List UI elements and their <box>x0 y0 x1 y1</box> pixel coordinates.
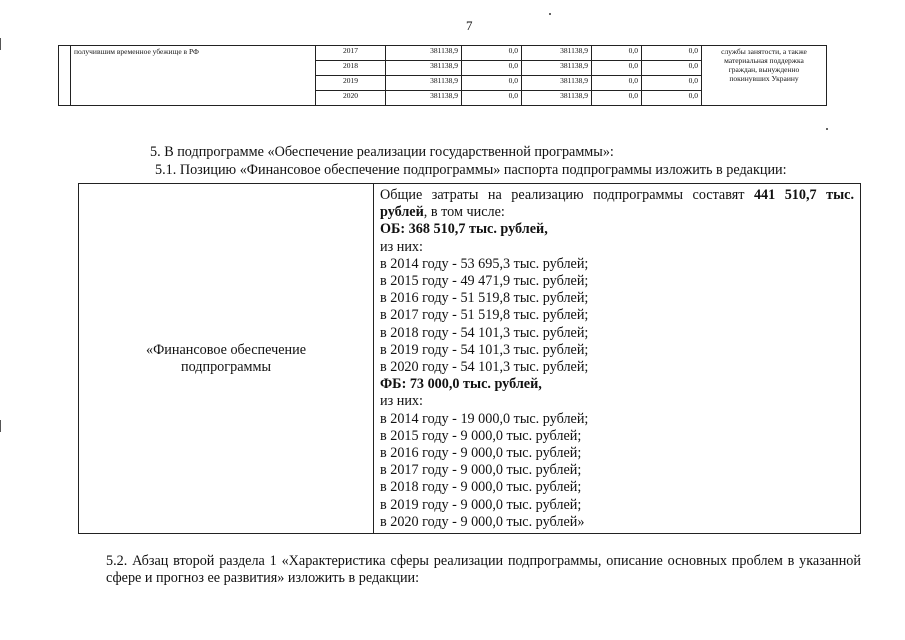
table-cell-col2: 381138,9 <box>522 46 592 61</box>
blank-cell <box>59 46 71 106</box>
table-cell-col1: 0,0 <box>462 46 522 61</box>
note-line: материальная поддержка <box>724 56 804 65</box>
year-line: в 2018 году - 54 101,3 тыс. рублей; <box>380 324 589 341</box>
table-cell-total: 381138,9 <box>386 61 462 76</box>
measure-description: получившим временное убежище в РФ <box>71 46 316 106</box>
ob-subheader: из них: <box>380 238 423 255</box>
financing-label-cell <box>79 184 374 534</box>
table-cell-col2: 381138,9 <box>522 76 592 91</box>
total-amount: 441 510,7 тыс. рублей <box>380 187 854 221</box>
financing-label-line: «Финансовое обеспечение <box>145 341 306 358</box>
year-line: в 2016 году - 9 000,0 тыс. рублей; <box>380 445 582 462</box>
year-line: в 2018 году - 9 000,0 тыс. рублей; <box>380 479 582 496</box>
financing-label-line: подпрограммы <box>181 358 271 375</box>
page-number: 7 <box>466 18 473 33</box>
financing-table <box>78 183 861 534</box>
table-cell-col4: 0,0 <box>642 76 702 91</box>
table-cell-col3: 0,0 <box>592 46 642 61</box>
year-line: в 2020 году - 9 000,0 тыс. рублей» <box>380 513 585 530</box>
table-cell-total: 381138,9 <box>386 91 462 106</box>
table-cell-col4: 0,0 <box>642 61 702 76</box>
ob-header: ОБ: 368 510,7 тыс. рублей, <box>380 221 548 238</box>
table-cell-col3: 0,0 <box>592 76 642 91</box>
table-cell-col4: 0,0 <box>642 46 702 61</box>
year-line: в 2019 году - 54 101,3 тыс. рублей; <box>380 341 589 358</box>
total-tail: , в том числе: <box>423 204 505 221</box>
year-line: в 2019 году - 9 000,0 тыс. рублей; <box>380 496 582 513</box>
note-line: покинувших Украину <box>729 74 799 83</box>
year-line: в 2014 году - 19 000,0 тыс. рублей; <box>380 410 589 427</box>
ob-year-list <box>380 256 854 376</box>
note-line: граждан, вынужденно <box>728 65 800 74</box>
table-cell-total: 381138,9 <box>386 76 462 91</box>
total-costs-text <box>380 187 854 221</box>
table-cell-col1: 0,0 <box>462 76 522 91</box>
total-intro: Общие затраты на реализацию подпрограммы составят <box>380 187 754 203</box>
table-cell-col1: 0,0 <box>462 91 522 106</box>
financing-content-cell <box>374 184 861 534</box>
year-line: в 2014 году - 53 695,3 тыс. рублей; <box>380 255 589 272</box>
table-cell-total: 381138,9 <box>386 46 462 61</box>
year-line: в 2020 году - 54 101,3 тыс. рублей; <box>380 359 589 376</box>
year-line: в 2016 году - 51 519,8 тыс. рублей; <box>380 290 589 307</box>
table-cell-year: 2019 <box>316 76 386 91</box>
table-row <box>59 46 827 61</box>
table-cell-col2: 381138,9 <box>522 61 592 76</box>
year-line: в 2017 году - 9 000,0 тыс. рублей; <box>380 462 582 479</box>
table-cell-col3: 0,0 <box>592 91 642 106</box>
year-line: в 2015 году - 9 000,0 тыс. рублей; <box>380 427 582 444</box>
table-cell-col3: 0,0 <box>592 61 642 76</box>
fb-header: ФБ: 73 000,0 тыс. рублей, <box>380 376 542 393</box>
continuation-table <box>58 45 827 106</box>
year-line: в 2015 году - 49 471,9 тыс. рублей; <box>380 273 589 290</box>
scan-speck <box>549 13 551 15</box>
scan-speck <box>826 128 828 130</box>
scan-margin-mark <box>0 420 1 432</box>
fb-subheader: из них: <box>380 393 423 410</box>
section-5-2-text: 5.2. Абзац второй раздела 1 «Характеристика сферы реализации подпрограммы, описание основных проблем в указанной сфере и прогноз ее развития» изложить в редакции: <box>106 553 861 586</box>
table-cell-col2: 381138,9 <box>522 91 592 106</box>
note-line: службы занятости, а также <box>721 47 807 56</box>
note-cell <box>702 46 827 106</box>
section-5-heading: 5. В подпрограмме «Обеспечение реализации государственной программы»: <box>150 144 614 160</box>
table-cell-year: 2018 <box>316 61 386 76</box>
section-5-1-text: 5.1. Позицию «Финансовое обеспечение подпрограммы» паспорта подпрограммы изложить в редакции: <box>155 162 787 178</box>
fb-year-list <box>380 411 854 531</box>
scan-margin-mark <box>0 38 1 50</box>
year-line: в 2017 году - 51 519,8 тыс. рублей; <box>380 307 589 324</box>
table-cell-col4: 0,0 <box>642 91 702 106</box>
table-cell-year: 2017 <box>316 46 386 61</box>
table-cell-year: 2020 <box>316 91 386 106</box>
table-cell-col1: 0,0 <box>462 61 522 76</box>
